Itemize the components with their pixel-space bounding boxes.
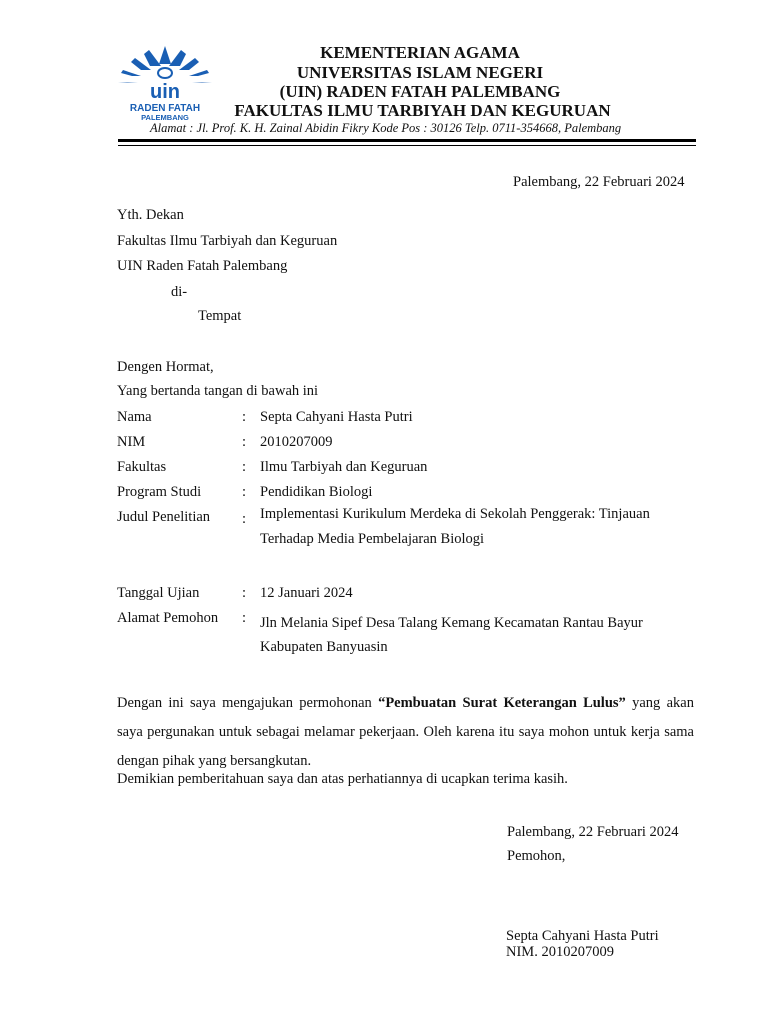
field-colon: : bbox=[242, 610, 247, 626]
uin-logo-emblem bbox=[115, 42, 215, 122]
field-label-alamat: Alamat Pemohon bbox=[117, 610, 219, 626]
kop-university: UNIVERSITAS ISLAM NEGERI bbox=[296, 63, 544, 82]
field-colon: : bbox=[242, 484, 247, 500]
field-label-nim: NIM bbox=[117, 434, 146, 450]
field-colon: : bbox=[242, 585, 247, 601]
header-rule-thin bbox=[118, 145, 696, 146]
field-value-alamat-line1: Jln Melania Sipef Desa Talang Kemang Kecamatan Rantau Bayur bbox=[260, 615, 643, 631]
intro-text: Yang bertanda tangan di bawah ini bbox=[117, 383, 319, 399]
field-label-nama: Nama bbox=[117, 409, 152, 425]
kop-address: Alamat : Jl. Prof. K. H. Zainal Abidin Fikry Kode Pos : 30126 Telp. 0711-354668, Palembang bbox=[150, 121, 622, 135]
field-value-tanggal: 12 Januari 2024 bbox=[260, 585, 353, 601]
header-rule-thick bbox=[118, 139, 696, 142]
kop-faculty: FAKULTAS ILMU TARBIYAH DAN KEGURUAN bbox=[234, 101, 611, 120]
field-value-prodi: Pendidikan Biologi bbox=[260, 484, 373, 500]
kop-ministry: KEMENTERIAN AGAMA bbox=[320, 43, 520, 62]
recipient-title: Yth. Dekan bbox=[117, 207, 184, 223]
field-value-judul-line1: Implementasi Kurikulum Merdeka di Sekolah Penggerak: Tinjauan bbox=[260, 506, 650, 522]
recipient-faculty: Fakultas Ilmu Tarbiyah dan Keguruan bbox=[117, 233, 338, 249]
signature-nim: NIM. 2010207009 bbox=[506, 944, 614, 960]
logo-sub-text-1: RADEN FATAH bbox=[129, 103, 201, 114]
field-colon: : bbox=[242, 409, 247, 425]
field-value-nim: 2010207009 bbox=[260, 434, 333, 450]
body-p1-bold: “Pembuatan Surat Keterangan Lulus” bbox=[378, 695, 626, 711]
field-colon: : bbox=[242, 434, 247, 450]
logo-main-text: uin bbox=[150, 81, 180, 103]
letter-date: Palembang, 22 Februari 2024 bbox=[513, 174, 685, 190]
signature-place-date: Palembang, 22 Februari 2024 bbox=[507, 824, 679, 840]
field-label-fakultas: Fakultas bbox=[117, 459, 167, 475]
body-paragraph-2: Demikian pemberitahuan saya dan atas perhatiannya di ucapkan terima kasih. bbox=[117, 771, 568, 787]
body-p1-before: Dengan ini saya mengajukan permohonan bbox=[117, 695, 379, 711]
field-value-alamat-line2: Kabupaten Banyuasin bbox=[260, 639, 388, 655]
field-value-fakultas: Ilmu Tarbiyah dan Keguruan bbox=[260, 459, 428, 475]
field-colon: : bbox=[242, 459, 247, 475]
body-p1-after: yang akan saya pergunakan untuk sebagai melamar pekerjaan. Oleh karena itu saya mohon untuk kerja sama dengan pihak yang bersangkutan. bbox=[117, 695, 694, 769]
uin-logo bbox=[115, 42, 215, 122]
signature-name: Septa Cahyani Hasta Putri bbox=[506, 928, 659, 944]
recipient-di: di- bbox=[171, 284, 188, 300]
body-paragraph-1 bbox=[117, 689, 694, 776]
kop-university-name: (UIN) RADEN FATAH PALEMBANG bbox=[279, 82, 561, 101]
recipient-place: Tempat bbox=[198, 308, 242, 324]
signature-role: Pemohon, bbox=[507, 848, 566, 864]
field-label-prodi: Program Studi bbox=[117, 484, 202, 500]
logo-sub-text-2: PALEMBANG bbox=[141, 113, 189, 122]
field-value-nama: Septa Cahyani Hasta Putri bbox=[260, 409, 413, 425]
field-value-judul-line2: Terhadap Media Pembelajaran Biologi bbox=[260, 531, 485, 547]
field-label-tanggal: Tanggal Ujian bbox=[117, 585, 200, 601]
field-colon: : bbox=[242, 511, 247, 527]
recipient-university: UIN Raden Fatah Palembang bbox=[117, 258, 288, 274]
greeting: Dengen Hormat, bbox=[117, 359, 214, 375]
field-label-judul: Judul Penelitian bbox=[117, 509, 211, 525]
